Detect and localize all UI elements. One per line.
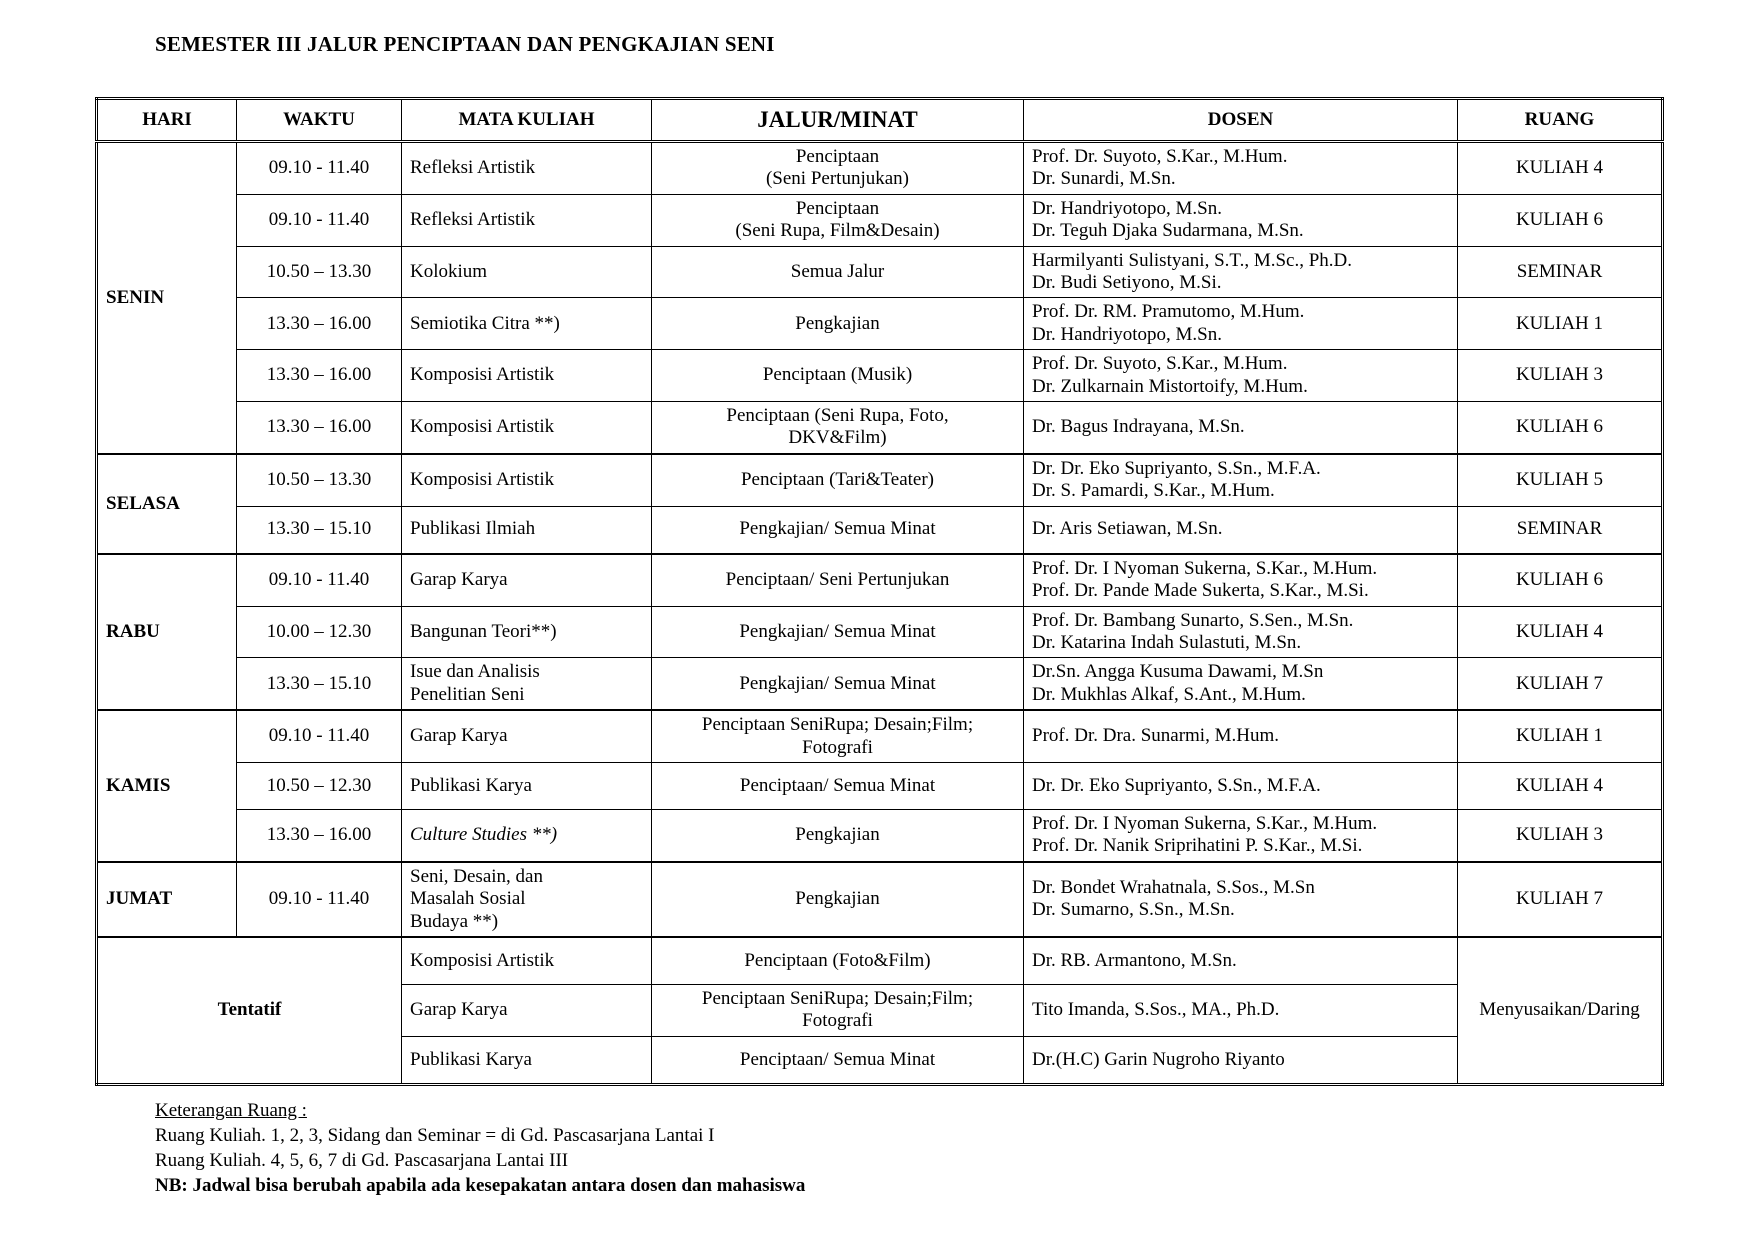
table-row <box>97 402 1663 454</box>
cell-mata-kuliah: Seni, Desain, dan Masalah Sosial Budaya **) <box>402 862 652 937</box>
cell-dosen: Dr. Bondet Wrahatnala, S.Sos., M.Sn Dr. Sumarno, S.Sn., M.Sn. <box>1024 862 1458 937</box>
cell-dosen: Dr. RB. Armantono, M.Sn. <box>1024 937 1458 985</box>
cell-ruang: KULIAH 3 <box>1458 809 1663 861</box>
cell-jalur-minat: Penciptaan (Musik) <box>652 350 1024 402</box>
day-group-kamis <box>97 710 1663 862</box>
cell-dosen: Prof. Dr. I Nyoman Sukerna, S.Kar., M.Hum. Prof. Dr. Pande Made Sukerta, S.Kar., M.Si. <box>1024 554 1458 606</box>
cell-jalur-minat: Penciptaan SeniRupa; Desain;Film; Fotografi <box>652 984 1024 1036</box>
header-row <box>97 99 1663 142</box>
cell-dosen: Prof. Dr. Dra. Sunarmi, M.Hum. <box>1024 710 1458 762</box>
cell-dosen: Dr. Aris Setiawan, M.Sn. <box>1024 506 1458 554</box>
cell-day: Tentatif <box>97 937 402 1084</box>
schedule-table <box>95 97 1664 1086</box>
cell-jalur-minat: Pengkajian/ Semua Minat <box>652 606 1024 658</box>
cell-day: KAMIS <box>97 710 237 862</box>
table-row <box>97 454 1663 506</box>
table-row <box>97 554 1663 606</box>
cell-waktu: 09.10 - 11.40 <box>237 862 402 937</box>
cell-mata-kuliah: Komposisi Artistik <box>402 350 652 402</box>
cell-waktu: 13.30 – 16.00 <box>237 809 402 861</box>
cell-dosen: Dr. Dr. Eko Supriyanto, S.Sn., M.F.A. Dr. S. Pamardi, S.Kar., M.Hum. <box>1024 454 1458 506</box>
table-row <box>97 506 1663 554</box>
cell-ruang: Menyusaikan/Daring <box>1458 937 1663 1084</box>
cell-mata-kuliah: Garap Karya <box>402 554 652 606</box>
col-header-hari: HARI <box>97 99 237 142</box>
cell-waktu: 13.30 – 15.10 <box>237 506 402 554</box>
cell-jalur-minat: Penciptaan (Seni Pertunjukan) <box>652 142 1024 195</box>
cell-mata-kuliah: Komposisi Artistik <box>402 937 652 985</box>
cell-jalur-minat: Penciptaan (Foto&Film) <box>652 937 1024 985</box>
cell-dosen: Harmilyanti Sulistyani, S.T., M.Sc., Ph.D. Dr. Budi Setiyono, M.Si. <box>1024 246 1458 298</box>
cell-jalur-minat: Penciptaan SeniRupa; Desain;Film; Fotografi <box>652 710 1024 762</box>
day-group-jumat <box>97 862 1663 937</box>
notes-nb: NB: Jadwal bisa berubah apabila ada kesepakatan antara dosen dan mahasiswa <box>155 1175 806 1197</box>
cell-ruang: KULIAH 6 <box>1458 554 1663 606</box>
cell-ruang: SEMINAR <box>1458 246 1663 298</box>
col-header-mata-kuliah: MATA KULIAH <box>402 99 652 142</box>
table-row <box>97 194 1663 246</box>
cell-ruang: KULIAH 5 <box>1458 454 1663 506</box>
cell-ruang: KULIAH 6 <box>1458 194 1663 246</box>
cell-ruang: KULIAH 4 <box>1458 606 1663 658</box>
cell-dosen: Dr. Handriyotopo, M.Sn. Dr. Teguh Djaka Sudarmana, M.Sn. <box>1024 194 1458 246</box>
cell-ruang: KULIAH 7 <box>1458 658 1663 710</box>
cell-jalur-minat: Penciptaan/ Semua Minat <box>652 762 1024 809</box>
notes <box>155 1098 1754 1198</box>
table-row <box>97 246 1663 298</box>
cell-mata-kuliah: Garap Karya <box>402 984 652 1036</box>
table-row <box>97 710 1663 762</box>
cell-waktu: 10.50 – 13.30 <box>237 454 402 506</box>
cell-jalur-minat: Pengkajian <box>652 298 1024 350</box>
cell-jalur-minat: Penciptaan/ Seni Pertunjukan <box>652 554 1024 606</box>
cell-mata-kuliah: Semiotika Citra **) <box>402 298 652 350</box>
cell-mata-kuliah: Komposisi Artistik <box>402 454 652 506</box>
cell-mata-kuliah: Publikasi Karya <box>402 762 652 809</box>
col-header-jalur-minat: JALUR/MINAT <box>652 99 1024 142</box>
cell-mata-kuliah: Komposisi Artistik <box>402 402 652 454</box>
table-row <box>97 937 1663 985</box>
day-group-tentatif <box>97 937 1663 1084</box>
cell-dosen: Tito Imanda, S.Sos., MA., Ph.D. <box>1024 984 1458 1036</box>
cell-dosen: Prof. Dr. I Nyoman Sukerna, S.Kar., M.Hum. Prof. Dr. Nanik Sriprihatini P. S.Kar., M.Si. <box>1024 809 1458 861</box>
cell-jalur-minat: Penciptaan/ Semua Minat <box>652 1036 1024 1084</box>
cell-mata-kuliah: Publikasi Ilmiah <box>402 506 652 554</box>
cell-dosen: Dr.(H.C) Garin Nugroho Riyanto <box>1024 1036 1458 1084</box>
cell-jalur-minat: Pengkajian <box>652 809 1024 861</box>
col-header-dosen: DOSEN <box>1024 99 1458 142</box>
cell-dosen: Prof. Dr. Suyoto, S.Kar., M.Hum. Dr. Sunardi, M.Sn. <box>1024 142 1458 195</box>
cell-day: RABU <box>97 554 237 710</box>
table-row <box>97 142 1663 195</box>
cell-day: SENIN <box>97 142 237 454</box>
cell-jalur-minat: Pengkajian/ Semua Minat <box>652 658 1024 710</box>
page-title: SEMESTER III JALUR PENCIPTAAN DAN PENGKAJIAN SENI <box>155 32 775 56</box>
cell-jalur-minat: Penciptaan (Seni Rupa, Film&Desain) <box>652 194 1024 246</box>
notes-heading: Keterangan Ruang : <box>155 1099 307 1121</box>
cell-ruang: SEMINAR <box>1458 506 1663 554</box>
table-row <box>97 809 1663 861</box>
cell-ruang: KULIAH 3 <box>1458 350 1663 402</box>
cell-mata-kuliah: Refleksi Artistik <box>402 194 652 246</box>
col-header-waktu: WAKTU <box>237 99 402 142</box>
cell-ruang: KULIAH 4 <box>1458 142 1663 195</box>
cell-waktu: 09.10 - 11.40 <box>237 710 402 762</box>
cell-dosen: Prof. Dr. RM. Pramutomo, M.Hum. Dr. Handriyotopo, M.Sn. <box>1024 298 1458 350</box>
cell-mata-kuliah: Publikasi Karya <box>402 1036 652 1084</box>
table-row <box>97 298 1663 350</box>
cell-waktu: 10.50 – 12.30 <box>237 762 402 809</box>
cell-waktu: 10.50 – 13.30 <box>237 246 402 298</box>
cell-jalur-minat: Pengkajian/ Semua Minat <box>652 506 1024 554</box>
cell-waktu: 13.30 – 15.10 <box>237 658 402 710</box>
notes-line-2: Ruang Kuliah. 4, 5, 6, 7 di Gd. Pascasarjana Lantai III <box>155 1149 569 1171</box>
cell-dosen: Prof. Dr. Bambang Sunarto, S.Sen., M.Sn. Dr. Katarina Indah Sulastuti, M.Sn. <box>1024 606 1458 658</box>
table-header <box>97 99 1663 142</box>
cell-waktu: 09.10 - 11.40 <box>237 194 402 246</box>
cell-dosen: Dr. Dr. Eko Supriyanto, S.Sn., M.F.A. <box>1024 762 1458 809</box>
cell-jalur-minat: Semua Jalur <box>652 246 1024 298</box>
cell-day: JUMAT <box>97 862 237 937</box>
cell-mata-kuliah: Refleksi Artistik <box>402 142 652 195</box>
cell-dosen: Dr. Bagus Indrayana, M.Sn. <box>1024 402 1458 454</box>
cell-waktu: 09.10 - 11.40 <box>237 554 402 606</box>
cell-mata-kuliah: Garap Karya <box>402 710 652 762</box>
cell-ruang: KULIAH 7 <box>1458 862 1663 937</box>
table-row <box>97 350 1663 402</box>
cell-mata-kuliah: Culture Studies **) <box>402 809 652 861</box>
cell-dosen: Prof. Dr. Suyoto, S.Kar., M.Hum. Dr. Zulkarnain Mistortoify, M.Hum. <box>1024 350 1458 402</box>
cell-waktu: 09.10 - 11.40 <box>237 142 402 195</box>
table-row <box>97 606 1663 658</box>
cell-ruang: KULIAH 1 <box>1458 710 1663 762</box>
cell-mata-kuliah: Isue dan Analisis Penelitian Seni <box>402 658 652 710</box>
notes-line-1: Ruang Kuliah. 1, 2, 3, Sidang dan Seminar = di Gd. Pascasarjana Lantai I <box>155 1124 715 1146</box>
col-header-ruang: RUANG <box>1458 99 1663 142</box>
cell-waktu: 13.30 – 16.00 <box>237 402 402 454</box>
cell-mata-kuliah: Kolokium <box>402 246 652 298</box>
cell-waktu: 10.00 – 12.30 <box>237 606 402 658</box>
table-row <box>97 862 1663 937</box>
day-group-selasa <box>97 454 1663 554</box>
cell-mata-kuliah: Bangunan Teori**) <box>402 606 652 658</box>
cell-jalur-minat: Penciptaan (Tari&Teater) <box>652 454 1024 506</box>
cell-ruang: KULIAH 1 <box>1458 298 1663 350</box>
cell-jalur-minat: Pengkajian <box>652 862 1024 937</box>
table-row <box>97 762 1663 809</box>
day-group-senin <box>97 142 1663 454</box>
cell-waktu: 13.30 – 16.00 <box>237 350 402 402</box>
table-row <box>97 658 1663 710</box>
cell-dosen: Dr.Sn. Angga Kusuma Dawami, M.Sn Dr. Mukhlas Alkaf, S.Ant., M.Hum. <box>1024 658 1458 710</box>
cell-ruang: KULIAH 4 <box>1458 762 1663 809</box>
cell-waktu: 13.30 – 16.00 <box>237 298 402 350</box>
day-group-rabu <box>97 554 1663 710</box>
cell-day: SELASA <box>97 454 237 554</box>
cell-ruang: KULIAH 6 <box>1458 402 1663 454</box>
cell-jalur-minat: Penciptaan (Seni Rupa, Foto, DKV&Film) <box>652 402 1024 454</box>
